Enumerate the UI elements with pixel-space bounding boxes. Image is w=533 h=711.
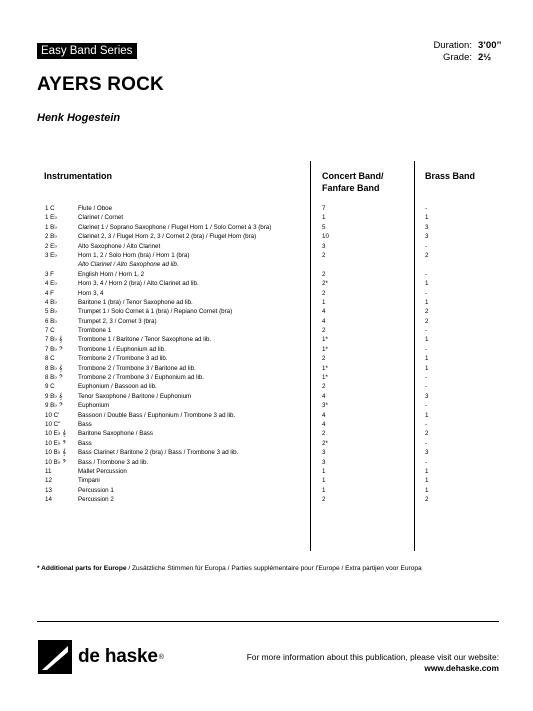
part-name: Flute / Oboe <box>78 205 113 212</box>
concert-count: 4 <box>322 308 326 316</box>
concert-count: 4 <box>322 411 326 419</box>
col-header-concert-line1: Concert Band/ <box>322 171 384 181</box>
table-row <box>37 289 499 298</box>
part-name: Horn 3, 4 / Horn 2 (bra) / Alto Clarinet ad lib. <box>78 280 199 288</box>
concert-count: 3 <box>322 449 326 457</box>
concert-count: 2 <box>322 355 326 363</box>
brass-count: - <box>425 439 428 447</box>
brass-count: 1 <box>425 364 429 372</box>
brass-count: - <box>425 402 428 410</box>
part-number: 12 <box>45 477 52 485</box>
brass-count: - <box>425 205 428 212</box>
concert-count: 10 <box>322 233 329 241</box>
brass-count: - <box>425 420 428 428</box>
part-name: Bass Clarinet / Baritone 2 (bra) / Bass / Trombone 3 ad lib. <box>78 449 239 457</box>
col-header-instrumentation: Instrumentation <box>44 171 113 181</box>
brass-count: - <box>425 242 428 250</box>
brass-count: 1 <box>425 486 429 494</box>
brass-count: 1 <box>425 411 429 419</box>
brass-count: - <box>425 458 428 466</box>
brass-count: 1 <box>425 214 429 222</box>
concert-count: 2 <box>322 496 326 504</box>
table-row <box>37 251 499 260</box>
part-name: Clarinet / Cornet <box>78 214 124 222</box>
table-row <box>37 392 499 401</box>
concert-count: 2* <box>322 280 328 288</box>
part-number: 3 F <box>45 270 54 278</box>
concert-count: 3* <box>322 402 328 410</box>
part-name: Bass <box>78 420 92 428</box>
part-number: 4 B♭ <box>45 298 58 306</box>
concert-count: 3 <box>322 458 326 466</box>
concert-count: 2 <box>322 289 326 297</box>
part-number: 11 <box>45 467 52 475</box>
part-name: Baritone 1 (bra) / Tenor Saxophone ad lib. <box>78 298 193 306</box>
instrumentation-table <box>37 204 499 505</box>
footer-divider <box>37 621 499 622</box>
part-number: 9 B♭ 𝄢 <box>45 402 63 410</box>
concert-count: 4 <box>322 317 326 325</box>
concert-count: 1 <box>322 298 326 306</box>
table-row <box>37 458 499 467</box>
table-row <box>37 382 499 391</box>
part-number: 5 B♭ <box>45 308 58 316</box>
concert-count: 2 <box>322 430 326 438</box>
brass-count: - <box>425 383 428 391</box>
table-row <box>37 495 499 504</box>
part-number: 2 E♭ <box>45 242 58 250</box>
part-number: 10 B♭ 𝄢 <box>45 458 67 466</box>
part-number: 10 B♭ 𝄞 <box>45 449 67 457</box>
website-link[interactable]: www.dehaske.com <box>424 663 499 673</box>
table-row <box>37 467 499 476</box>
score-meta <box>433 40 512 64</box>
de-haske-logo-icon <box>38 640 72 674</box>
concert-count: 2 <box>322 327 326 335</box>
part-name: Timpani <box>78 477 100 485</box>
part-name: Trumpet 1 / Solo Cornet à 1 (bra) / Repiano Cornet (bra) <box>78 308 233 316</box>
publisher-info <box>247 652 499 674</box>
concert-count: 4 <box>322 392 326 400</box>
brass-count: 2 <box>425 496 429 504</box>
part-number: 8 C <box>45 355 55 363</box>
part-number: 10 E♭ 𝄢 <box>45 439 67 447</box>
concert-count: 1* <box>322 374 328 382</box>
table-row <box>37 213 499 222</box>
part-name: Bass <box>78 439 92 447</box>
part-number: 7 B♭ 𝄢 <box>45 345 63 353</box>
series-badge: Easy Band Series <box>37 43 137 59</box>
part-name: Clarinet 2, 3 / Flugel Horn 2, 3 / Cornet 2 (bra) / Flugel Horn (bra) <box>78 233 257 241</box>
part-name: Trombone 2 / Trombone 3 / Euphonium ad lib. <box>78 374 204 382</box>
part-number: 1 C <box>45 205 55 212</box>
table-row <box>37 439 499 448</box>
col-header-concert-line2: Fanfare Band <box>322 183 380 193</box>
info-line: For more information about this publication, please visit our website: <box>246 652 499 662</box>
part-name: Trombone 2 / Trombone 3 / Baritone ad lib. <box>78 364 196 372</box>
concert-count: 2 <box>322 251 326 259</box>
table-row <box>37 326 499 335</box>
part-number: 7 B♭ 𝄞 <box>45 336 63 344</box>
concert-count: 1* <box>322 364 328 372</box>
publisher-logo <box>38 640 164 674</box>
part-name: Trombone 1 <box>78 327 112 335</box>
table-row <box>37 204 499 213</box>
brass-count: - <box>425 345 428 353</box>
grade-label: Grade: <box>442 52 472 63</box>
part-name: Trombone 1 / Euphonium ad lib. <box>78 345 166 353</box>
table-row <box>37 401 499 410</box>
table-row <box>37 232 499 241</box>
concert-count: 1* <box>322 345 328 353</box>
table-row <box>37 429 499 438</box>
part-number: 14 <box>45 496 52 504</box>
part-number: 9 C <box>45 383 55 391</box>
concert-count: 5 <box>322 223 326 231</box>
table-row <box>37 476 499 485</box>
part-name: Clarinet 1 / Soprano Saxophone / Flugel Horn 1 / Solo Cornet à 3 (bra) <box>78 223 272 231</box>
part-number: 6 B♭ <box>45 317 58 325</box>
part-number: 13 <box>45 486 52 494</box>
concert-count: 1* <box>322 336 328 344</box>
part-name: English Horn / Horn 1, 2 <box>78 270 145 278</box>
part-number: 10 E♭ 𝄞 <box>45 430 67 438</box>
concert-count: 2 <box>322 270 326 278</box>
part-name: Trombone 1 / Baritone / Tenor Saxophone ad lib. <box>78 336 212 344</box>
part-number: 10 C" <box>45 420 61 428</box>
part-number: 7 C <box>45 327 55 335</box>
part-name: Horn 3, 4 <box>78 289 104 297</box>
brass-count: 3 <box>425 233 429 241</box>
part-number: 3 E♭ <box>45 251 58 259</box>
brass-count: 3 <box>425 223 429 231</box>
table-row <box>37 335 499 344</box>
part-number: 4 F <box>45 289 54 297</box>
concert-count: 4 <box>322 420 326 428</box>
part-name: Trumpet 2, 3 / Cornet 3 (bra) <box>78 317 157 325</box>
part-number: 4 E♭ <box>45 280 58 288</box>
col-header-concert-band <box>322 170 384 194</box>
table-row <box>37 279 499 288</box>
table-row <box>37 307 499 316</box>
table-row <box>37 354 499 363</box>
part-name: Mallet Percussion <box>78 467 127 475</box>
table-row <box>37 242 499 251</box>
brass-count: 1 <box>425 477 429 485</box>
brass-count: 2 <box>425 308 429 316</box>
brass-count: - <box>425 289 428 297</box>
part-name: Bassoon / Double Bass / Euphonium / Trombone 3 ad lib. <box>78 411 236 419</box>
part-name: Tenor Saxophone / Baritone / Euphonium <box>78 392 192 400</box>
concert-count: 1 <box>322 477 326 485</box>
additional-parts-note <box>37 565 422 572</box>
table-row <box>37 373 499 382</box>
duration-value: 3’00’’ <box>478 40 502 51</box>
part-number: 2 B♭ <box>45 233 58 241</box>
table-row <box>37 260 499 269</box>
brass-count: - <box>425 374 428 382</box>
table-row <box>37 420 499 429</box>
concert-count: 7 <box>322 205 326 212</box>
brass-count: 2 <box>425 317 429 325</box>
brass-count: 1 <box>425 280 429 288</box>
part-number: 9 B♭ 𝄞 <box>45 392 63 400</box>
part-name: Horn 1, 2 / Solo Horn (bra) / Horn 1 (bra) <box>78 251 190 259</box>
concert-count: 2 <box>322 383 326 391</box>
table-row <box>37 486 499 495</box>
brass-count: - <box>425 270 428 278</box>
part-name: Euphonium <box>78 402 110 410</box>
brass-count: 1 <box>425 467 429 475</box>
table-row <box>37 448 499 457</box>
part-name: Percussion 1 <box>78 486 114 494</box>
part-name: Percussion 2 <box>78 496 114 504</box>
table-row <box>37 345 499 354</box>
logo-registered-mark: ® <box>158 653 164 661</box>
part-number: 8 B♭ 𝄢 <box>45 374 63 382</box>
brass-count: 3 <box>425 449 429 457</box>
part-name: Alto Saxophone / Alto Clarinet <box>78 242 161 250</box>
brass-count: - <box>425 327 428 335</box>
note-rest: / Zusätzliche Stimmen für Europa / Parties supplémentaire pour l'Europe / Extra partijen voor Europa <box>126 565 422 572</box>
composer-name: Henk Hogestein <box>37 112 121 124</box>
part-name: Euphonium / Bassoon ad lib. <box>78 383 157 391</box>
part-number: 10 C' <box>45 411 60 419</box>
part-name: Baritone Saxophone / Bass <box>78 430 153 438</box>
logo-text: de haske <box>78 646 158 667</box>
concert-count: 2* <box>322 439 328 447</box>
table-row <box>37 270 499 279</box>
note-bold: * Additional parts for Europe <box>37 565 127 572</box>
grade-value: 2½ <box>478 52 492 63</box>
brass-count: 1 <box>425 298 429 306</box>
brass-count: 1 <box>425 336 429 344</box>
part-number: 1 E♭ <box>45 214 58 222</box>
piece-title: AYERS ROCK <box>37 74 164 95</box>
part-name: Trombone 2 / Trombone 3 ad lib. <box>78 355 168 363</box>
concert-count: 3 <box>322 242 326 250</box>
concert-count: 1 <box>322 467 326 475</box>
concert-count: 1 <box>322 486 326 494</box>
part-number: 8 B♭ 𝄞 <box>45 364 63 372</box>
table-row <box>37 364 499 373</box>
table-row <box>37 298 499 307</box>
part-number: 1 B♭ <box>45 223 58 231</box>
table-row <box>37 223 499 232</box>
duration-label: Duration: <box>433 40 472 51</box>
brass-count: 1 <box>425 355 429 363</box>
col-header-brass-band: Brass Band <box>425 171 476 181</box>
table-row <box>37 317 499 326</box>
brass-count: 2 <box>425 430 429 438</box>
brass-count: 2 <box>425 251 429 259</box>
part-name: Alto Clarinet / Alto Saxophone ad lib. <box>78 261 179 269</box>
brass-count: 3 <box>425 392 429 400</box>
table-row <box>37 411 499 420</box>
concert-count: 1 <box>322 214 326 222</box>
part-name: Bass / Trombone 3 ad lib. <box>78 458 149 466</box>
